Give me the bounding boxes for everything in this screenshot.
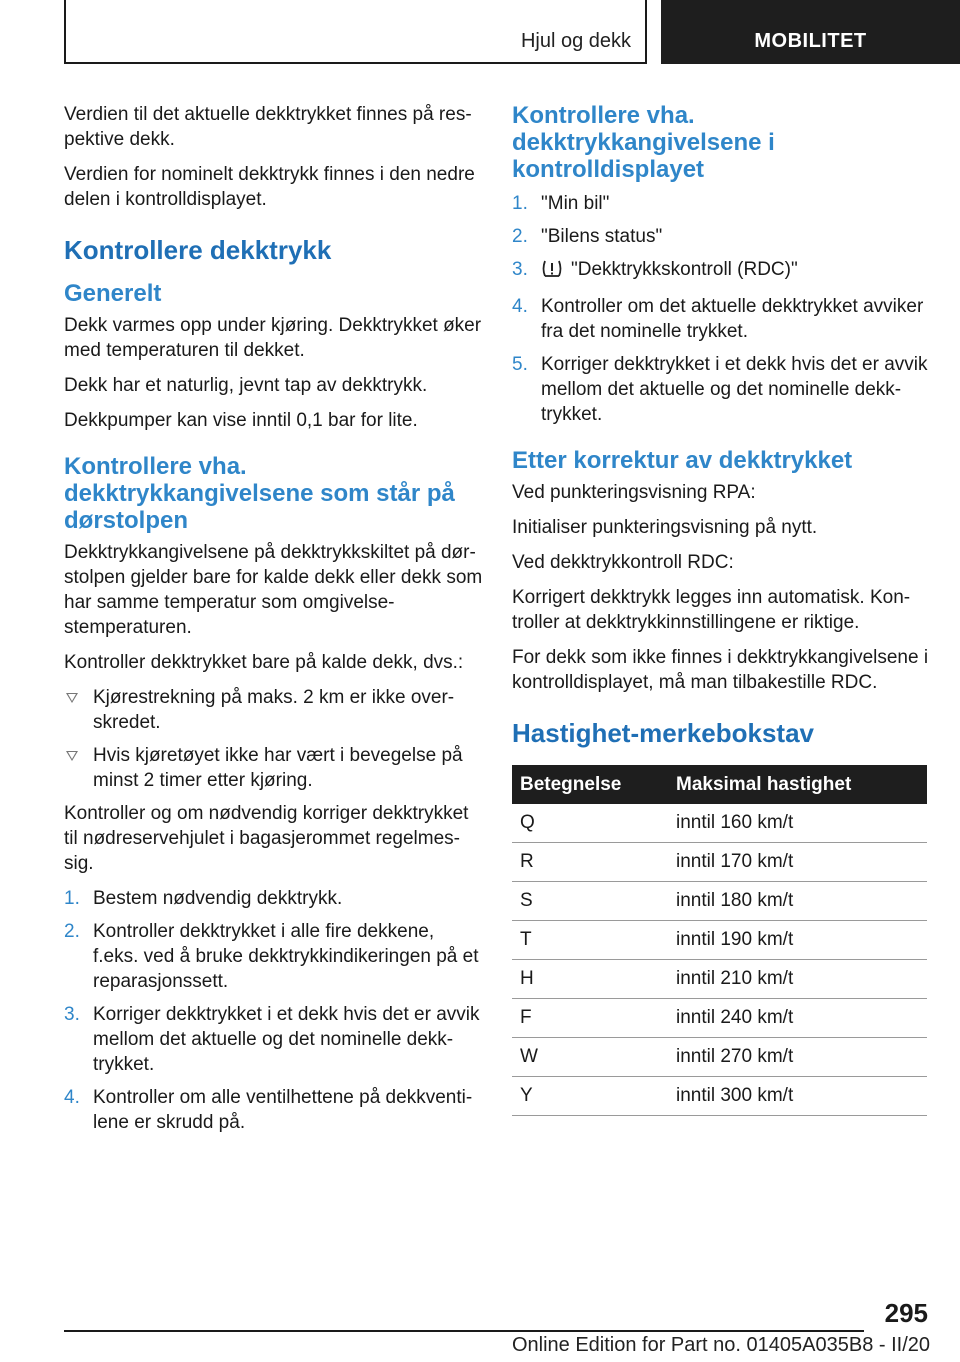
table-cell: Q xyxy=(512,804,668,843)
tire-pressure-warning-icon xyxy=(541,259,563,286)
table-cell: inntil 190 km/t xyxy=(668,921,927,960)
list-item xyxy=(512,224,932,249)
list-item xyxy=(512,191,932,216)
paragraph: Korrigert dekktrykk legges inn automatisk. Kon‐ troller at dekktrykkinnstillingene er riktige. xyxy=(512,587,911,633)
list-item xyxy=(64,919,484,994)
intro-paragraph: Verdien for nominelt dekktrykk finnes i den nedre delen i kontrolldisplayet. xyxy=(64,164,475,210)
list-item-text: Korriger dekktrykket i et dekk hvis det er avvik mellom det aktuelle og det nominelle dekk‐ trykket. xyxy=(541,354,928,425)
left-column xyxy=(64,102,484,1143)
list-item-text: "Bilens status" xyxy=(541,226,663,247)
table-cell: inntil 160 km/t xyxy=(668,804,927,843)
paragraph: Kontroller dekktrykket bare på kalde dekk, dvs.: xyxy=(64,652,464,673)
step-list xyxy=(64,886,484,1135)
table-cell: inntil 180 km/t xyxy=(668,882,927,921)
table-cell: T xyxy=(512,921,668,960)
table-cell: F xyxy=(512,999,668,1038)
table-row xyxy=(512,1038,927,1077)
right-column xyxy=(512,102,932,1116)
step-number: 1. xyxy=(512,193,528,214)
table-cell: Y xyxy=(512,1077,668,1116)
page-number: 295 xyxy=(884,1298,928,1328)
table-row xyxy=(512,882,927,921)
list-item-text: Kontroller dekktrykket i alle fire dekkene, f.eks. ved å bruke dekktrykkindikeringen på et reparasjonssett. xyxy=(93,921,479,992)
list-item-text: Kontroller om alle ventilhettene på dekkventi‐ lene er skrudd på. xyxy=(93,1087,473,1133)
section-title: Hjul og dekk xyxy=(520,30,631,52)
intro-paragraph: Verdien til det aktuelle dekktrykket finnes på res‐ pektive dekk. xyxy=(64,104,472,150)
bullet-list xyxy=(64,685,484,793)
list-item xyxy=(64,886,484,911)
subsection-heading: Etter korrektur av dekktrykket xyxy=(512,447,853,474)
paragraph: Initialiser punkteringsvisning på nytt. xyxy=(512,517,818,538)
step-number: 1. xyxy=(64,888,80,909)
list-item-text: Kjørestrekning på maks. 2 km er ikke over‐ skredet. xyxy=(93,687,455,733)
triangle-bullet-icon xyxy=(66,751,78,761)
section-heading: Kontrollere dekktrykk xyxy=(64,235,332,265)
table-cell: H xyxy=(512,960,668,999)
paragraph: Ved punkteringsvisning RPA: xyxy=(512,482,756,503)
table-cell: inntil 240 km/t xyxy=(668,999,927,1038)
paragraph: Ved dekktrykkontroll RDC: xyxy=(512,552,734,573)
table-cell: S xyxy=(512,882,668,921)
table-cell: W xyxy=(512,1038,668,1077)
column-header: Betegnelse xyxy=(512,765,668,804)
step-number: 3. xyxy=(64,1004,80,1025)
section-heading: Hastighet-merkebokstav xyxy=(512,718,814,748)
table-row xyxy=(512,804,927,843)
step-number: 4. xyxy=(64,1087,80,1108)
list-item-text: Bestem nødvendig dekktrykk. xyxy=(93,888,343,909)
step-number: 5. xyxy=(512,354,528,375)
chapter-tab[interactable]: MOBILITET xyxy=(661,0,960,64)
paragraph: Dekktrykkangivelsene på dekktrykkskiltet på dør‐ stolpen gjelder bare for kalde dekk eller dekk som har samme temperatur som omgivelse‐ stemperaturen. xyxy=(64,542,483,638)
paragraph: Dekk har et naturlig, jevnt tap av dekktrykk. xyxy=(64,375,428,396)
triangle-bullet-icon xyxy=(66,693,78,703)
table-header-row xyxy=(512,765,927,804)
table-cell: inntil 170 km/t xyxy=(668,843,927,882)
list-item xyxy=(512,294,932,344)
paragraph: For dekk som ikke finnes i dekktrykkangivelsene i kontrolldisplayet, må man tilbakestille RDC. xyxy=(512,647,929,693)
step-number: 4. xyxy=(512,296,528,317)
subsection-heading: Generelt xyxy=(64,280,162,307)
step-number: 2. xyxy=(512,226,528,247)
table-cell: inntil 210 km/t xyxy=(668,960,927,999)
header-box xyxy=(64,0,647,64)
column-header: Maksimal hastighet xyxy=(668,765,927,804)
list-item-text: Kontroller om det aktuelle dekktrykket avviker fra det nominelle trykket. xyxy=(541,296,924,342)
speed-rating-table xyxy=(512,765,927,1116)
list-item xyxy=(64,685,484,735)
subsection-heading: Kontrollere vha. dekktrykkangivelsene som står på dørstolpen xyxy=(64,453,455,534)
list-item xyxy=(512,352,932,427)
table-row xyxy=(512,843,927,882)
list-item xyxy=(512,257,932,286)
table-cell: inntil 270 km/t xyxy=(668,1038,927,1077)
step-number: 3. xyxy=(512,259,528,280)
list-item-text: "Min bil" xyxy=(541,193,610,214)
paragraph: Kontroller og om nødvendig korriger dekktrykket til nødreservehjulet i bagasjerommet regelmes‐ sig. xyxy=(64,803,469,874)
table-row xyxy=(512,960,927,999)
paragraph: Dekkpumper kan vise inntil 0,1 bar for lite. xyxy=(64,410,418,431)
table-row xyxy=(512,921,927,960)
footer-edition: Online Edition for Part no. 01405A035B8 - II/20 xyxy=(511,1334,930,1356)
list-item-text: "Dekktrykkskontroll (RDC)" xyxy=(571,259,798,280)
list-item xyxy=(64,1085,484,1135)
step-number: 2. xyxy=(64,921,80,942)
list-item xyxy=(64,1002,484,1077)
table-row xyxy=(512,999,927,1038)
paragraph: Dekk varmes opp under kjøring. Dekktrykket øker med temperaturen til dekket. xyxy=(64,315,482,361)
list-item-text: Hvis kjøretøyet ikke har vært i bevegelse på minst 2 timer etter kjøring. xyxy=(93,745,463,791)
list-item-text: Korriger dekktrykket i et dekk hvis det er avvik mellom det aktuelle og det nominelle dekk‐ trykket. xyxy=(93,1004,480,1075)
footer-divider xyxy=(64,1330,864,1332)
subsection-heading: Kontrollere vha. dekktrykkangivelsene i kontrolldisplayet xyxy=(512,102,775,183)
step-list xyxy=(512,191,932,427)
table-row xyxy=(512,1077,927,1116)
table-cell: R xyxy=(512,843,668,882)
table-cell: inntil 300 km/t xyxy=(668,1077,927,1116)
list-item xyxy=(64,743,484,793)
